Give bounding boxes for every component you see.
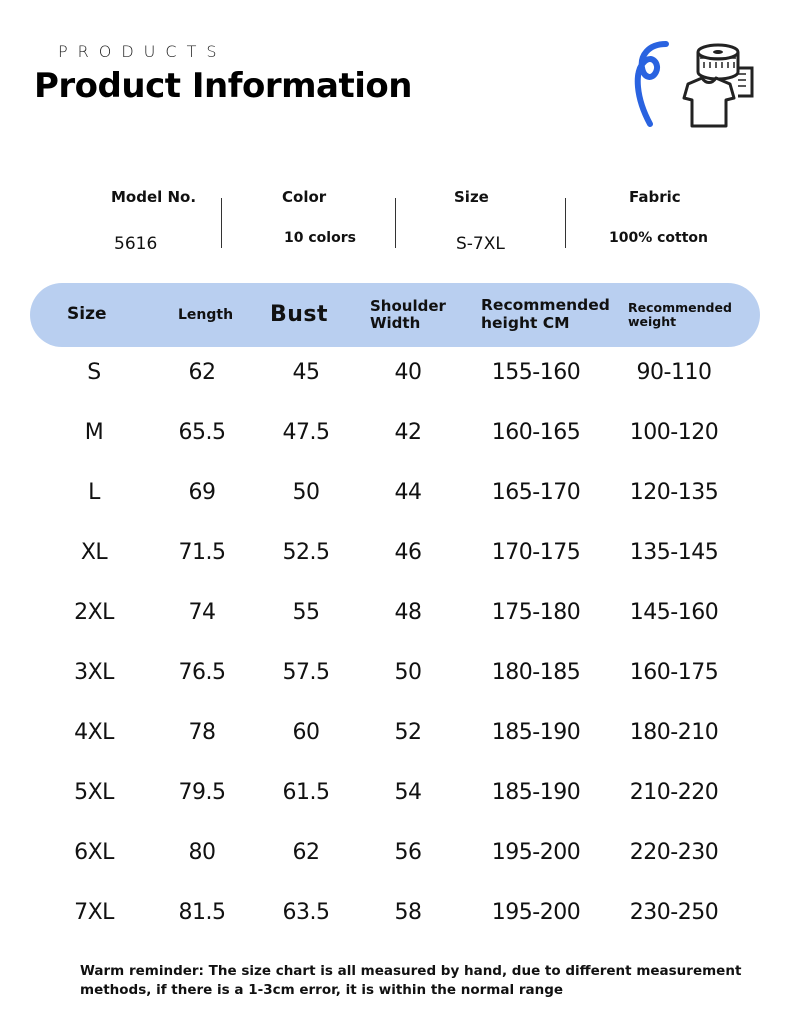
cell-bust: 45 bbox=[292, 360, 320, 385]
cell-recommended-weight: 230-250 bbox=[629, 900, 719, 925]
cell-bust: 60 bbox=[292, 720, 320, 745]
cell-shoulder-width: 48 bbox=[394, 600, 422, 625]
cell-shoulder-width: 54 bbox=[394, 780, 422, 805]
cell-shoulder-width: 40 bbox=[394, 360, 422, 385]
spec-size bbox=[412, 180, 572, 260]
cell-recommended-weight: 120-135 bbox=[629, 480, 719, 505]
cell-length: 62 bbox=[188, 360, 216, 385]
cell-recommended-weight: 180-210 bbox=[629, 720, 719, 745]
cell-recommended-weight: 160-175 bbox=[629, 660, 719, 685]
cell-recommended-weight: 210-220 bbox=[629, 780, 719, 805]
cell-recommended-height: 175-180 bbox=[491, 600, 581, 625]
divider bbox=[221, 198, 222, 248]
spec-color bbox=[244, 180, 404, 260]
cell-bust: 47.5 bbox=[282, 420, 330, 445]
cell-recommended-height: 170-175 bbox=[491, 540, 581, 565]
cell-length: 79.5 bbox=[178, 780, 226, 805]
spec-row bbox=[0, 180, 790, 260]
column-header-recommended-weight: Recommended weight bbox=[628, 299, 732, 329]
page-title: Product Information bbox=[34, 66, 412, 106]
table-row bbox=[0, 523, 790, 583]
cell-length: 74 bbox=[188, 600, 216, 625]
cell-size: L bbox=[88, 480, 100, 505]
divider bbox=[565, 198, 566, 248]
spec-model bbox=[72, 180, 232, 260]
cell-recommended-height: 195-200 bbox=[491, 840, 581, 865]
cell-size: 6XL bbox=[74, 840, 114, 865]
table-header bbox=[30, 283, 760, 347]
spec-value: 10 colors bbox=[284, 230, 356, 246]
table-row bbox=[0, 583, 790, 643]
spec-value: S-7XL bbox=[456, 234, 505, 254]
cell-size: 3XL bbox=[74, 660, 114, 685]
cell-length: 69 bbox=[188, 480, 216, 505]
table-row bbox=[0, 763, 790, 823]
spec-label: Color bbox=[282, 188, 327, 206]
cell-recommended-weight: 220-230 bbox=[629, 840, 719, 865]
products-eyebrow: PRODUCTS bbox=[58, 42, 227, 61]
table-row bbox=[0, 703, 790, 763]
cell-length: 76.5 bbox=[178, 660, 226, 685]
column-header-recommended-height: Recommended height CM bbox=[481, 296, 610, 332]
cell-recommended-height: 185-190 bbox=[491, 720, 581, 745]
cell-recommended-weight: 135-145 bbox=[629, 540, 719, 565]
cell-recommended-weight: 100-120 bbox=[629, 420, 719, 445]
spec-value: 100% cotton bbox=[609, 230, 709, 246]
cell-size: XL bbox=[80, 540, 108, 565]
cell-size: M bbox=[84, 420, 104, 445]
cell-recommended-height: 195-200 bbox=[491, 900, 581, 925]
cell-size: S bbox=[87, 360, 101, 385]
column-header-shoulder-width: Shoulder Width bbox=[370, 296, 446, 332]
cell-shoulder-width: 42 bbox=[394, 420, 422, 445]
cell-recommended-height: 160-165 bbox=[491, 420, 581, 445]
cell-bust: 52.5 bbox=[282, 540, 330, 565]
cell-recommended-weight: 90-110 bbox=[636, 360, 712, 385]
column-header-bust: Bust bbox=[270, 302, 329, 328]
cell-length: 65.5 bbox=[178, 420, 226, 445]
cell-bust: 50 bbox=[292, 480, 320, 505]
spec-fabric bbox=[580, 180, 740, 260]
cell-shoulder-width: 44 bbox=[394, 480, 422, 505]
cell-length: 80 bbox=[188, 840, 216, 865]
table-row bbox=[0, 643, 790, 703]
cell-bust: 62 bbox=[292, 840, 320, 865]
table-row bbox=[0, 883, 790, 943]
cell-shoulder-width: 58 bbox=[394, 900, 422, 925]
cell-size: 5XL bbox=[74, 780, 114, 805]
spec-label: Model No. bbox=[111, 188, 197, 206]
cell-bust: 55 bbox=[292, 600, 320, 625]
cell-size: 7XL bbox=[74, 900, 114, 925]
size-table-body bbox=[0, 343, 790, 943]
cell-shoulder-width: 56 bbox=[394, 840, 422, 865]
cell-length: 78 bbox=[188, 720, 216, 745]
cell-size: 4XL bbox=[74, 720, 114, 745]
table-row bbox=[0, 823, 790, 883]
cell-recommended-height: 155-160 bbox=[491, 360, 581, 385]
cell-bust: 57.5 bbox=[282, 660, 330, 685]
measuring-tape-shirt-icon bbox=[626, 38, 756, 130]
cell-size: 2XL bbox=[74, 600, 114, 625]
table-row bbox=[0, 343, 790, 403]
cell-recommended-height: 165-170 bbox=[491, 480, 581, 505]
column-header-size: Size bbox=[67, 304, 107, 325]
table-row bbox=[0, 403, 790, 463]
cell-bust: 63.5 bbox=[282, 900, 330, 925]
cell-shoulder-width: 52 bbox=[394, 720, 422, 745]
spec-label: Fabric bbox=[629, 188, 681, 206]
cell-length: 71.5 bbox=[178, 540, 226, 565]
column-header-length: Length bbox=[178, 306, 234, 323]
cell-recommended-height: 180-185 bbox=[491, 660, 581, 685]
warm-reminder: Warm reminder: The size chart is all measured by hand, due to different measurement methods, if there is a 1-3cm error, it is within the normal range bbox=[80, 963, 742, 998]
cell-recommended-weight: 145-160 bbox=[629, 600, 719, 625]
spec-label: Size bbox=[454, 188, 489, 206]
cell-recommended-height: 185-190 bbox=[491, 780, 581, 805]
spec-value: 5616 bbox=[114, 234, 158, 254]
cell-shoulder-width: 50 bbox=[394, 660, 422, 685]
cell-shoulder-width: 46 bbox=[394, 540, 422, 565]
cell-length: 81.5 bbox=[178, 900, 226, 925]
cell-bust: 61.5 bbox=[282, 780, 330, 805]
divider bbox=[395, 198, 396, 248]
table-row bbox=[0, 463, 790, 523]
